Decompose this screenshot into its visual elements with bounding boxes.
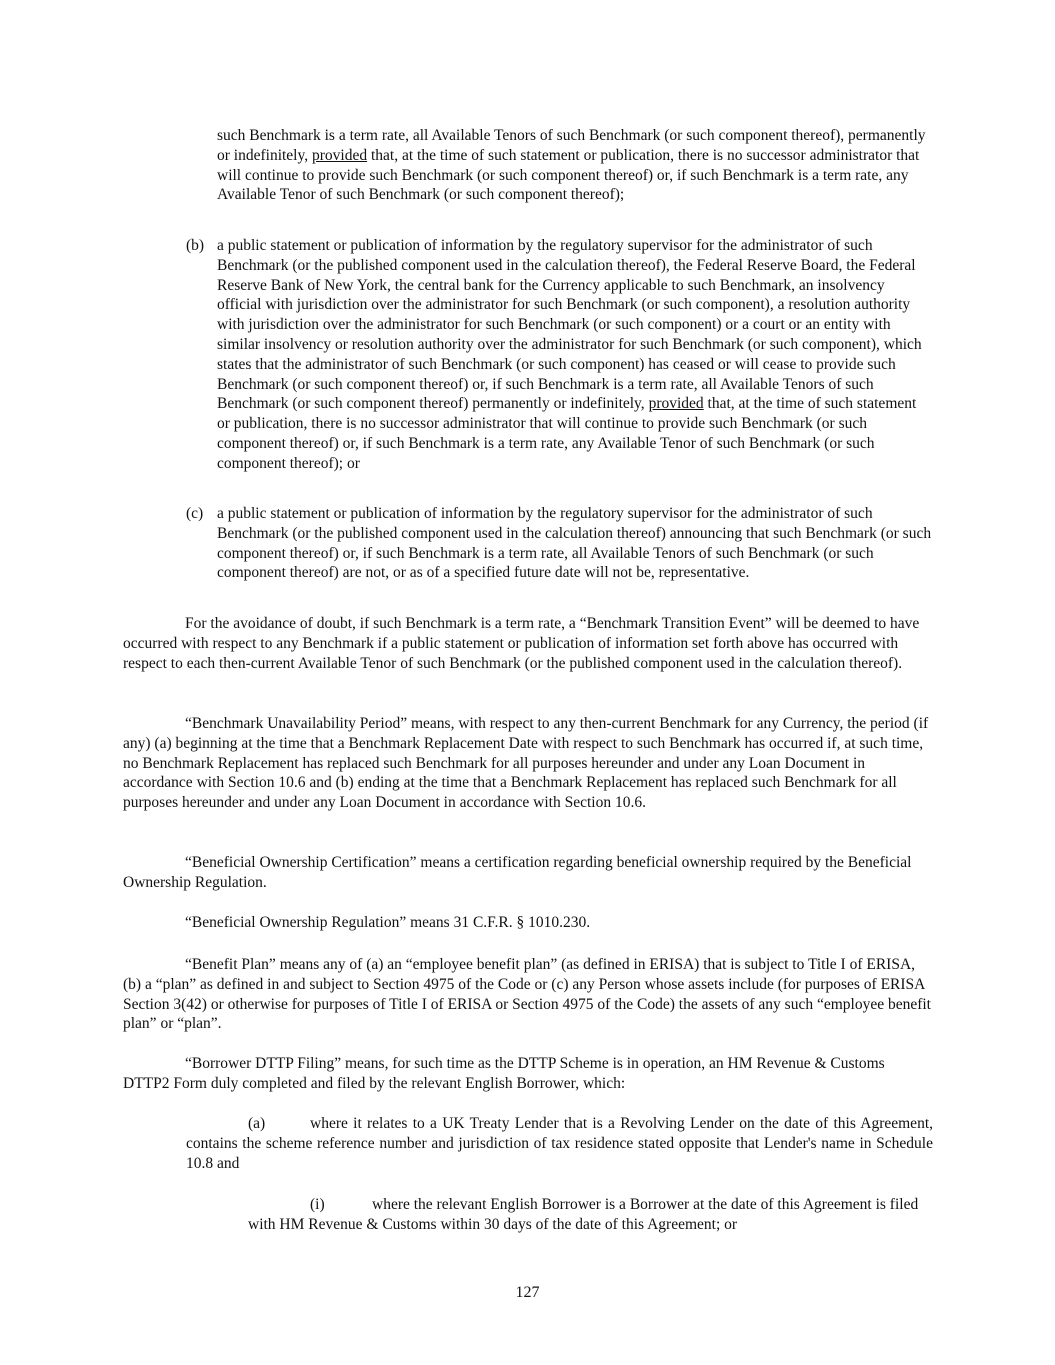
sub-label-a: (a): [248, 1115, 266, 1132]
list-text-b: [217, 236, 932, 474]
list-text-c: a public statement or publication of information by the regulatory supervisor for the administrator of such Benchmark (or the published component used in the calculation thereof) announcing that such Benchmark (or such component thereof) or, if such Benchmark is a term rate, all Available Tenors of such Benchmark (or such component thereof) are not, or as of a specified future date will not be, representative.: [217, 505, 932, 582]
avoidance-of-doubt-paragraph: For the avoidance of doubt, if such Benchmark is a term rate, a “Benchmark Transition Event” will be deemed to have occurred with respect to any Benchmark if a public statement or publication of information set forth above has occurred with respect to each then-current Available Tenor of such Benchmark (or the published component used in the calculation thereof).: [123, 615, 920, 672]
page-number: 127: [515, 1284, 540, 1301]
continuation-text-start: such Benchmark is a term rate, all Available Tenors of such Benchmark (or such component thereof), permanently or indefinitely,: [217, 127, 926, 164]
sub-text-i: where the relevant English Borrower is a Borrower at the date of this Agreement is filed with HM Revenue & Customs within 30 days of the date of this Agreement; or: [248, 1196, 919, 1233]
provided-term: provided: [648, 395, 704, 413]
list-text-b-start: a public statement or publication of information by the regulatory supervisor for the administrator of such Benchmark (or the published component used in the calculation thereof), the Federal Reserve Board, the Federal Reserve Bank of New York, the central bank for the Currency applicable to such Benchmark, an insolvency official with jurisdiction over the administrator for such Benchmark (or such component), a resolution authority with jurisdiction over the administrator for such Benchmark (or such component) or a court or an entity with similar insolvency or resolution authority over the administrator for such Benchmark (or such component), which states that the administrator of such Benchmark (or such component) has ceased or will cease to provide such Benchmark (or such component thereof) or, if such Benchmark is a term rate, all Available Tenors of such Benchmark (or such component thereof) permanently or indefinitely,: [217, 237, 922, 413]
beneficial-ownership-certification-definition: “Beneficial Ownership Certification” means a certification regarding beneficial ownership required by the Beneficial Ownership Regulation.: [123, 854, 912, 891]
sub-item-i: [248, 1195, 930, 1235]
benchmark-unavailability-definition: “Benchmark Unavailability Period” means, with respect to any then-current Benchmark for any Currency, the period (if any) (a) beginning at the time that a Benchmark Replacement Date with respect to such Benchmark has occurred if, at such time, no Benchmark Replacement has replaced such Benchmark for all purposes hereunder and under any Loan Document in accordance with Section 10.6 and (b) ending at the time that a Benchmark Replacement has replaced such Benchmark for all purposes hereunder and under any Loan Document in accordance with Section 10.6.: [123, 715, 929, 812]
borrower-dttp-filing-definition: “Borrower DTTP Filing” means, for such time as the DTTP Scheme is in operation, an HM Revenue & Customs DTTP2 Form duly completed and filed by the relevant English Borrower, which:: [123, 1055, 885, 1092]
benefit-plan-definition: “Benefit Plan” means any of (a) an “employee benefit plan” (as defined in ERISA) that is subject to Title I of ERISA, (b) a “plan” as defined in and subject to Section 4975 of the Code or (c) any Person whose assets include (for purposes of ERISA Section 3(42) or otherwise for purposes of Title I of ERISA or Section 4975 of the Code) the assets of any such “employee benefit plan” or “plan”.: [123, 956, 931, 1033]
sub-label-i: (i): [310, 1196, 325, 1213]
continuation-paragraph: [217, 126, 932, 205]
list-item-c: [186, 504, 932, 583]
list-label-c: (c): [186, 505, 204, 522]
continuation-text-end: that, at the time of such statement or publication, there is no successor administrator that will continue to provide such Benchmark (or such component thereof) or, if such Benchmark is a term rate, any Available Tenor of such Benchmark (or such component thereof);: [217, 146, 920, 204]
list-item-b: [186, 236, 932, 474]
list-text-b-end: that, at the time of such statement or publication, there is no successor administrator that will continue to provide such Benchmark (or such component thereof) or, if such Benchmark is a term rate, any Available Tenor of such Benchmark (or such component thereof); or: [217, 395, 917, 472]
sub-text-a: where it relates to a UK Treaty Lender that is a Revolving Lender on the date of this Agreement, contains the scheme reference number and jurisdiction of tax residence stated opposite that Lender's name in Schedule 10.8 and: [186, 1115, 933, 1172]
list-label-b: (b): [186, 237, 205, 254]
provided-term: provided: [311, 146, 368, 164]
beneficial-ownership-regulation-definition: “Beneficial Ownership Regulation” means 31 C.F.R. § 1010.230.: [185, 914, 591, 931]
sub-item-a: [186, 1114, 933, 1173]
